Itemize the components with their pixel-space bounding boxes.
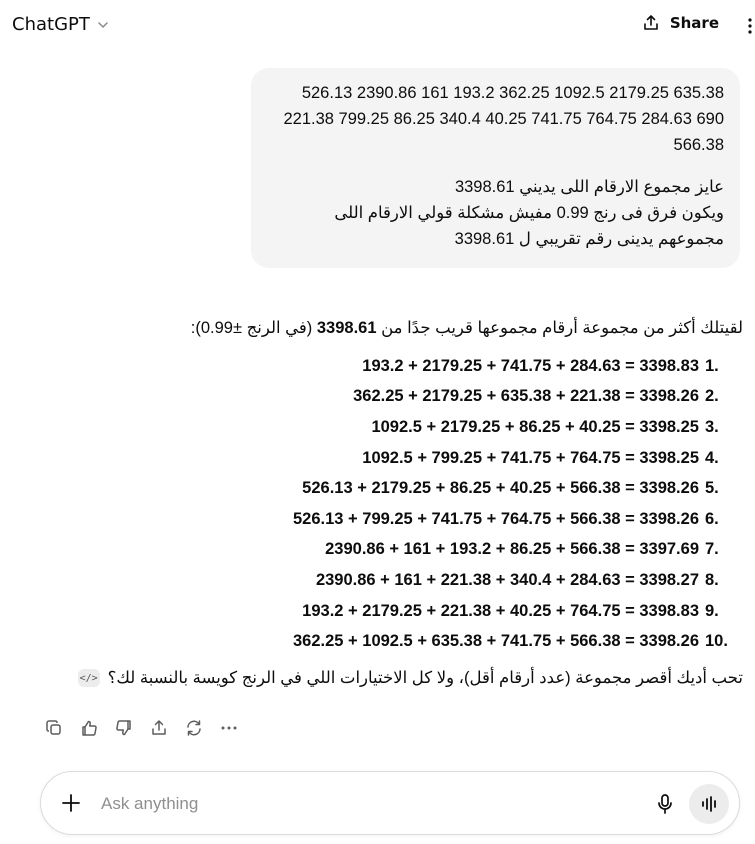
list-item bbox=[35, 473, 735, 504]
list-item bbox=[35, 504, 735, 535]
composer bbox=[40, 771, 740, 835]
list-number: 2. bbox=[705, 387, 719, 406]
list-number: 6. bbox=[705, 509, 719, 528]
intro-text: لقيتلك أكثر من مجموعة أرقام مجموعها قريب جدًا من bbox=[376, 319, 743, 337]
message-actions bbox=[42, 716, 240, 739]
regenerate-icon bbox=[185, 719, 203, 737]
combination-equation: 193.2 + 2179.25 + 221.38 + 40.25 + 764.75 = 3398.83 bbox=[302, 601, 699, 620]
user-message-blank-line bbox=[267, 158, 724, 174]
combination-equation: 2390.86 + 161 + 193.2 + 86.25 + 566.38 = 3397.69 bbox=[325, 540, 699, 559]
combination-equation: 2390.86 + 161 + 221.38 + 340.4 + 284.63 = 3398.27 bbox=[315, 570, 699, 589]
combination-equation: 362.25 + 1092.5 + 635.38 + 741.75 + 566.38 = 3398.26 bbox=[293, 632, 699, 651]
user-message-line: عايز مجموع الارقام اللى يديني 3398.61 bbox=[454, 178, 724, 196]
list-item bbox=[35, 382, 735, 413]
list-item bbox=[35, 626, 735, 657]
thumbs-down-icon bbox=[115, 719, 133, 737]
top-bar bbox=[0, 0, 755, 54]
chat-input[interactable] bbox=[99, 788, 643, 820]
assistant-followup bbox=[78, 668, 743, 688]
user-message-line: 690 284.63 764.75 741.75 40.25 340.4 86.25 799.25 221.38 bbox=[283, 110, 724, 128]
list-number: 3. bbox=[705, 417, 719, 436]
share-message-button[interactable] bbox=[147, 716, 170, 739]
regenerate-button[interactable] bbox=[182, 716, 205, 739]
user-message-bubble bbox=[251, 68, 740, 268]
combination-equation: 362.25 + 2179.25 + 635.38 + 221.38 = 3398.26 bbox=[353, 387, 699, 406]
thumbs-up-button[interactable] bbox=[77, 716, 100, 739]
followup-question: تحب أديك أقصر مجموعة (عدد أرقام أقل)، ولا كل الاختيارات اللي في الرنج كويسة بالنسبة لك؟ bbox=[107, 669, 743, 687]
more-actions-button[interactable] bbox=[217, 716, 240, 739]
chevron-down-icon bbox=[96, 18, 110, 32]
combination-equation: 1092.5 + 2179.25 + 86.25 + 40.25 = 3398.25 bbox=[371, 417, 699, 436]
list-number: 5. bbox=[705, 479, 719, 498]
user-message-line: مجموعهم يدينى رقم تقريبي ل 3398.61 bbox=[454, 230, 724, 248]
intro-range-text: (في الرنج ±0.99): bbox=[190, 319, 317, 337]
combination-equation: 526.13 + 2179.25 + 86.25 + 40.25 + 566.38 = 3398.26 bbox=[302, 479, 699, 498]
thumbs-up-icon bbox=[80, 719, 98, 737]
user-message-line: 635.38 2179.25 1092.5 362.25 193.2 161 2390.86 526.13 bbox=[301, 84, 724, 102]
share-icon bbox=[150, 719, 168, 737]
assistant-intro bbox=[191, 318, 743, 338]
combination-equation: 193.2 + 2179.25 + 741.75 + 284.63 = 3398.83 bbox=[362, 356, 699, 375]
more-icon bbox=[220, 719, 238, 737]
combination-equation: 526.13 + 799.25 + 741.75 + 764.75 + 566.38 = 3398.26 bbox=[293, 509, 699, 528]
list-item bbox=[35, 535, 735, 566]
list-item bbox=[35, 443, 735, 474]
copy-button[interactable] bbox=[42, 716, 65, 739]
list-number: 8. bbox=[705, 570, 719, 589]
voice-waveform-icon bbox=[699, 794, 719, 814]
list-item bbox=[35, 565, 735, 596]
target-number: 3398.61 bbox=[316, 319, 377, 337]
user-message-line: 566.38 bbox=[673, 136, 724, 154]
combination-equation: 1092.5 + 799.25 + 741.75 + 764.75 = 3398.25 bbox=[362, 448, 699, 467]
list-item bbox=[35, 596, 735, 627]
list-item bbox=[35, 351, 735, 382]
share-label: Share bbox=[669, 14, 719, 32]
list-item bbox=[35, 412, 735, 443]
more-options-icon[interactable] bbox=[747, 17, 753, 35]
share-upload-icon bbox=[642, 14, 660, 32]
user-message-line: ويكون فرق فى رنج 0.99 مفيش مشكلة قولي الارقام اللى bbox=[334, 204, 724, 222]
share-button[interactable] bbox=[642, 14, 719, 32]
code-icon[interactable]: </> bbox=[78, 669, 100, 687]
plus-icon[interactable] bbox=[59, 791, 83, 815]
list-number: 7. bbox=[705, 540, 719, 559]
model-selector[interactable] bbox=[12, 14, 110, 35]
microphone-icon[interactable] bbox=[653, 792, 677, 816]
list-number: 4. bbox=[705, 448, 719, 467]
list-number: 9. bbox=[705, 601, 719, 620]
copy-icon bbox=[45, 719, 63, 737]
thumbs-down-button[interactable] bbox=[112, 716, 135, 739]
model-name: ChatGPT bbox=[12, 14, 90, 35]
answer-list bbox=[35, 351, 735, 657]
list-number: 10. bbox=[705, 632, 728, 651]
voice-mode-button[interactable] bbox=[689, 784, 729, 824]
list-number: 1. bbox=[705, 356, 719, 375]
